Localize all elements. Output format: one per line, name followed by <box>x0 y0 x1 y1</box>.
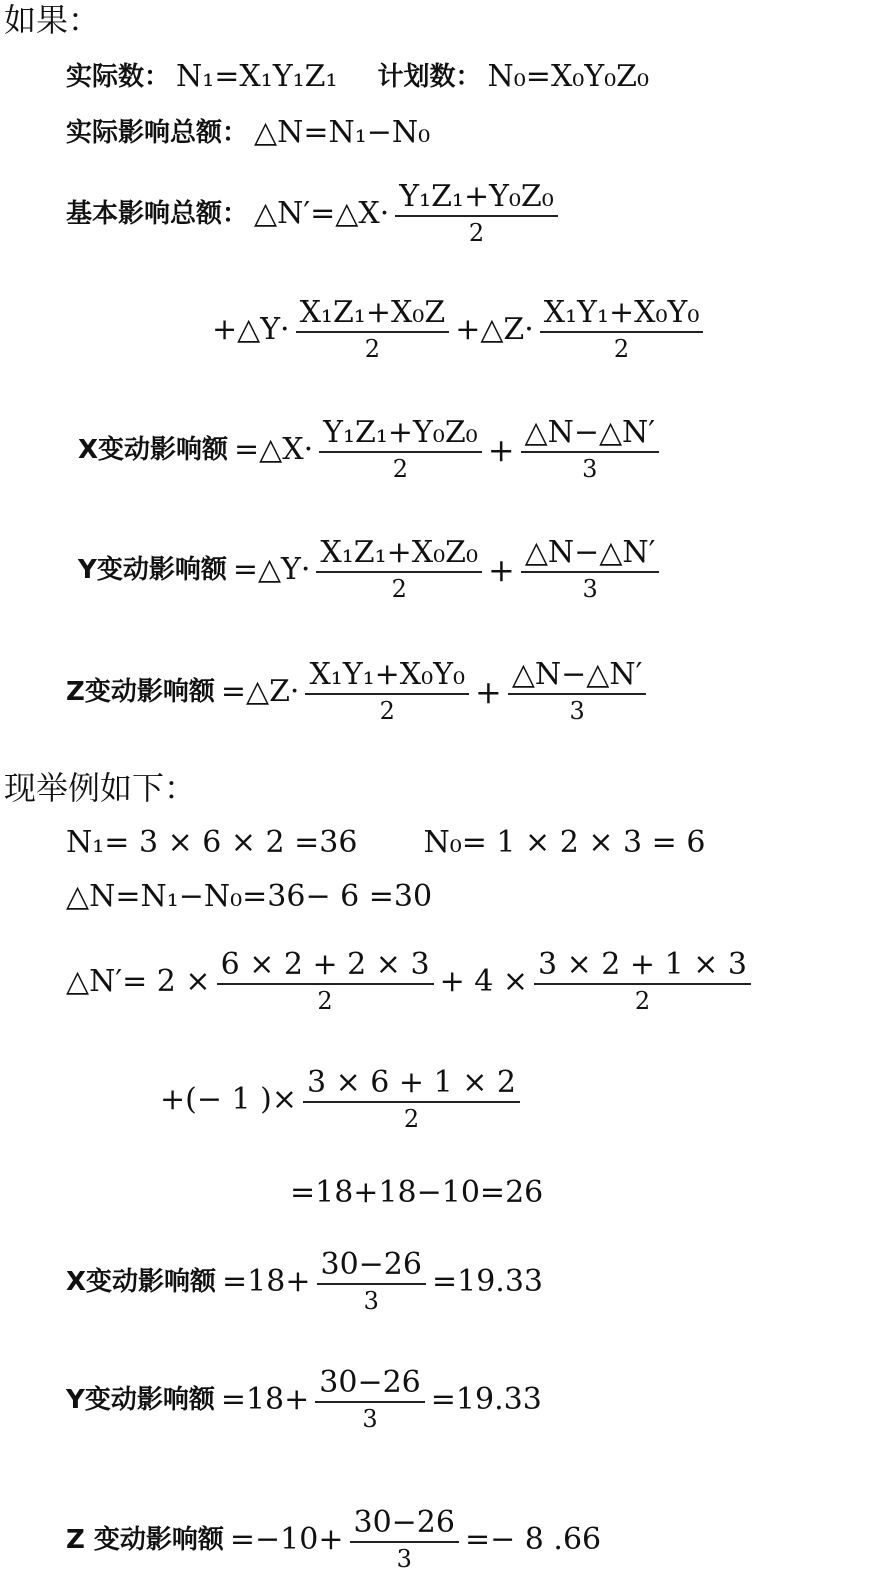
basic-total-continued: +△Y· $\frac{\text{X₁Z₁+X₀Z}}{2}$ +△Z· $\frac{\text{X₁Y₁+X₀Y₀}}{2}$ <box>212 298 709 361</box>
eq-delta-n-prime-lhs: △N′=△X· <box>254 195 390 231</box>
fraction <box>395 179 558 247</box>
result: =19.33 <box>430 1381 542 1417</box>
eq-actual: N₁=X₁Y₁Z₁ <box>176 59 338 94</box>
eq-delta-n: △N=N₁−N₀ <box>254 115 431 150</box>
label-basic-total: 基本影响总额： <box>66 198 249 229</box>
fraction: $\frac{\text{X₁Z₁+X₀Z}}{2}$ <box>296 298 450 361</box>
label-actual: 实际数： <box>66 62 171 92</box>
example-x-change: X变动影响额 =18+ $\frac{30-26}{3}$ =19.33 <box>66 1247 544 1315</box>
z-change-formula: Z变动影响额 =△Z· $\frac{\text{X₁Y₁+X₀Y₀}}{2}$ + $\frac{\triangle N-\triangle N'}{3}$ <box>66 660 652 723</box>
heading-example: 现举例如下： <box>4 769 197 807</box>
label-z-change: Z 变动影响额 <box>66 1524 224 1555</box>
heading-if: 如果： <box>4 1 101 39</box>
fraction: $\frac{3 \times 2 + 1 \times 3}{2}$ <box>534 950 751 1013</box>
example-n1-n0: N₁= 3 × 6 × 2 =36 N₀= 1 × 2 × 3 = 6 <box>66 825 706 860</box>
definition-basic-total <box>66 179 564 247</box>
result: =− 8 .66 <box>464 1521 602 1557</box>
example-delta-n-prime: △N′= 2 × $\frac{6 \times 2 + 2 \times 3}{2}$ + 4 × $\frac{3 \times 2 + 1 \times 3}{2}$ <box>66 950 757 1013</box>
label-y-change: Y变动影响额 <box>66 1384 215 1415</box>
denominator: 2 <box>468 219 485 247</box>
example-delta-n-prime-continued: +(− 1 )× $\frac{3 \times 6 + 1 \times 2}{2}$ <box>160 1068 526 1131</box>
fraction: $\frac{\triangle N-\triangle N'}{3}$ <box>521 418 660 481</box>
fraction: $\frac{\text{X₁Y₁+X₀Y₀}}{2}$ <box>540 298 704 361</box>
result: =19.33 <box>431 1263 544 1299</box>
label-x-change: X变动影响额 <box>66 1266 217 1297</box>
label-x-change: X变动影响额 <box>78 434 229 465</box>
numerator: Y₁Z₁+Y₀Z₀ <box>395 182 558 217</box>
fraction: $\frac{30-26}{3}$ <box>317 1250 426 1313</box>
label-z-change: Z变动影响额 <box>66 676 215 707</box>
definition-actual-plan <box>66 59 650 94</box>
y-change-formula: Y变动影响额 =△Y· $\frac{\text{X₁Z₁+X₀Z₀}}{2}$ + $\frac{\triangle N-\triangle N'}{3}$ <box>78 538 665 601</box>
example-y-change: Y变动影响额 =18+ $\frac{30-26}{3}$ =19.33 <box>66 1365 542 1433</box>
fraction: $\frac{\triangle N-\triangle N'}{3}$ <box>508 660 647 723</box>
fraction: $\frac{\text{Y₁Z₁+Y₀Z₀}}{2}$ <box>319 418 482 481</box>
definition-actual-total <box>66 115 431 150</box>
example-delta-n-prime-result: =18+18−10=26 <box>290 1175 544 1210</box>
fraction: $\frac{30-26}{3}$ <box>315 1368 424 1431</box>
x-change-formula: X变动影响额 =△X· $\frac{\text{Y₁Z₁+Y₀Z₀}}{2}$ + $\frac{\triangle N-\triangle N'}{3}$ <box>78 418 665 481</box>
example-delta-n: △N=N₁−N₀=36− 6 =30 <box>66 879 433 914</box>
label-y-change: Y变动影响额 <box>78 554 227 585</box>
fraction: $\frac{3 \times 6 + 1 \times 2}{2}$ <box>303 1068 520 1131</box>
label-plan: 计划数： <box>377 62 482 92</box>
fraction: $\frac{\text{X₁Y₁+X₀Y₀}}{2}$ <box>305 660 469 723</box>
fraction: $\frac{6 \times 2 + 2 \times 3}{2}$ <box>217 950 434 1013</box>
label-actual-total: 实际影响总额： <box>66 118 249 148</box>
fraction: $\frac{\triangle N-\triangle N'}{3}$ <box>521 538 660 601</box>
eq-plan: N₀=X₀Y₀Z₀ <box>487 59 650 94</box>
example-z-change: Z 变动影响额 =−10+ $\frac{30-26}{3}$ =− 8 .66 <box>66 1505 602 1573</box>
fraction: $\frac{\text{X₁Z₁+X₀Z₀}}{2}$ <box>316 538 482 601</box>
fraction: $\frac{30-26}{3}$ <box>350 1508 459 1571</box>
